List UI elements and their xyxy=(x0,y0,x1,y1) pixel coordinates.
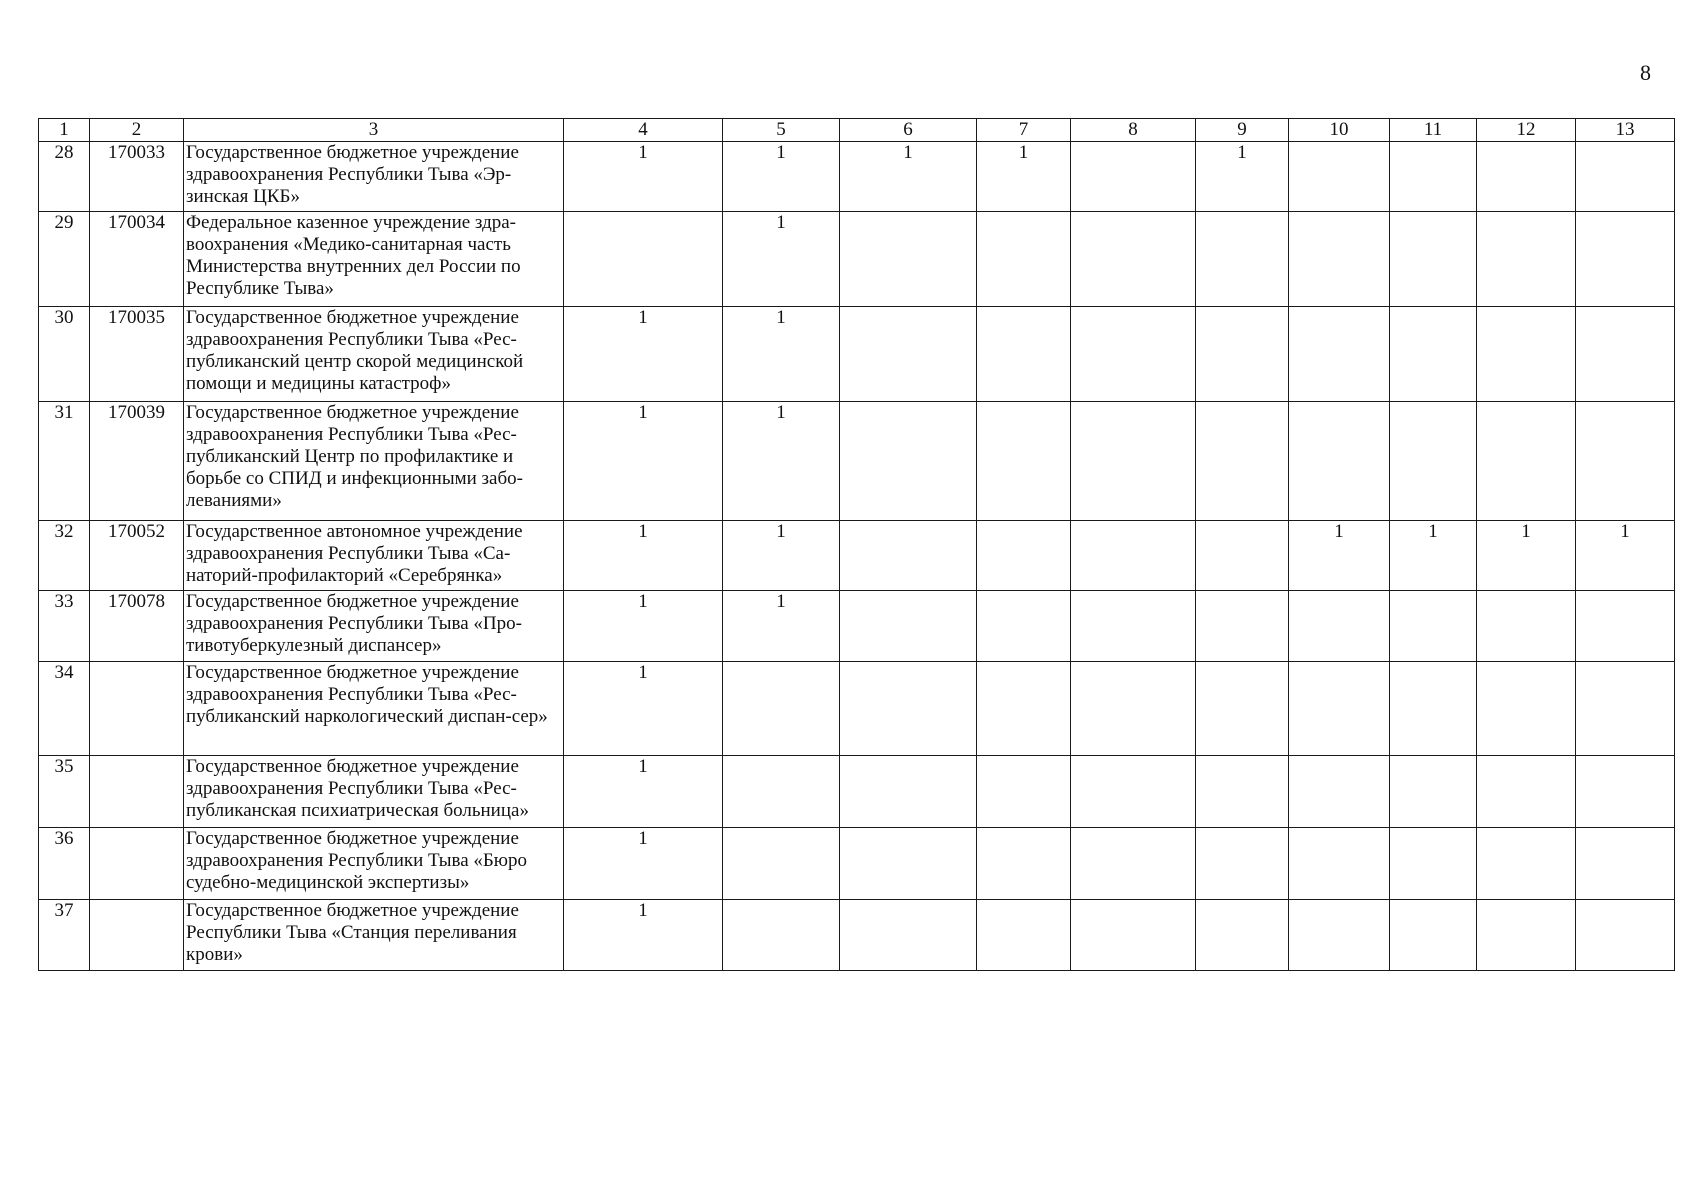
value-cell-col-11 xyxy=(1390,212,1477,307)
value-cell-col-6 xyxy=(840,591,977,662)
org-code-cell: 170033 xyxy=(90,142,184,212)
value-cell-col-10 xyxy=(1289,142,1390,212)
value-cell-col-7 xyxy=(977,212,1071,307)
value-cell-col-5: 1 xyxy=(723,212,840,307)
column-header-1: 1 xyxy=(39,119,90,142)
value-cell-col-5: 1 xyxy=(723,521,840,591)
row-number-cell: 30 xyxy=(39,307,90,402)
value-cell-col-4: 1 xyxy=(564,402,723,521)
table-row xyxy=(39,142,1675,212)
value-cell-col-4: 1 xyxy=(564,591,723,662)
value-cell-col-9: 1 xyxy=(1196,142,1289,212)
value-cell-col-7 xyxy=(977,662,1071,756)
value-cell-col-7: 1 xyxy=(977,142,1071,212)
table-body xyxy=(39,142,1675,971)
value-cell-col-4: 1 xyxy=(564,662,723,756)
value-cell-col-11 xyxy=(1390,828,1477,900)
value-cell-col-7 xyxy=(977,591,1071,662)
page-number: 8 xyxy=(1640,60,1651,85)
value-cell-col-5 xyxy=(723,756,840,828)
value-cell-col-8 xyxy=(1071,662,1196,756)
value-cell-col-6 xyxy=(840,900,977,971)
value-cell-col-9 xyxy=(1196,662,1289,756)
org-name-cell: Государственное автономное учреждение здравоохранения Республики Тыва «Са-наторий-профилакторий «Серебрянка» xyxy=(184,521,564,591)
value-cell-col-5 xyxy=(723,900,840,971)
value-cell-col-11 xyxy=(1390,591,1477,662)
value-cell-col-8 xyxy=(1071,756,1196,828)
row-number-cell: 37 xyxy=(39,900,90,971)
value-cell-col-11 xyxy=(1390,756,1477,828)
value-cell-col-4 xyxy=(564,212,723,307)
value-cell-col-4: 1 xyxy=(564,142,723,212)
value-cell-col-4: 1 xyxy=(564,521,723,591)
row-number-cell: 32 xyxy=(39,521,90,591)
value-cell-col-10 xyxy=(1289,591,1390,662)
value-cell-col-13 xyxy=(1576,142,1675,212)
org-code-cell: 170052 xyxy=(90,521,184,591)
value-cell-col-6 xyxy=(840,212,977,307)
value-cell-col-13 xyxy=(1576,756,1675,828)
org-name-cell: Государственное бюджетное учреждение здравоохранения Республики Тыва «Рес-публиканский наркологический диспан-сер» xyxy=(184,662,564,756)
value-cell-col-12 xyxy=(1477,307,1576,402)
value-cell-col-5: 1 xyxy=(723,402,840,521)
value-cell-col-10 xyxy=(1289,662,1390,756)
value-cell-col-13 xyxy=(1576,402,1675,521)
data-table xyxy=(38,118,1675,971)
org-code-cell: 170035 xyxy=(90,307,184,402)
column-header-9: 9 xyxy=(1196,119,1289,142)
column-header-11: 11 xyxy=(1390,119,1477,142)
row-number-cell: 29 xyxy=(39,212,90,307)
value-cell-col-13: 1 xyxy=(1576,521,1675,591)
value-cell-col-5 xyxy=(723,662,840,756)
value-cell-col-5 xyxy=(723,828,840,900)
value-cell-col-10 xyxy=(1289,828,1390,900)
column-header-6: 6 xyxy=(840,119,977,142)
value-cell-col-10: 1 xyxy=(1289,521,1390,591)
value-cell-col-12: 1 xyxy=(1477,521,1576,591)
value-cell-col-7 xyxy=(977,307,1071,402)
value-cell-col-9 xyxy=(1196,402,1289,521)
column-header-7: 7 xyxy=(977,119,1071,142)
table-row xyxy=(39,662,1675,756)
row-number-cell: 28 xyxy=(39,142,90,212)
value-cell-col-13 xyxy=(1576,662,1675,756)
value-cell-col-6 xyxy=(840,662,977,756)
value-cell-col-6 xyxy=(840,402,977,521)
org-code-cell: 170078 xyxy=(90,591,184,662)
org-name-cell: Государственное бюджетное учреждение здравоохранения Республики Тыва «Рес-публиканский Центр по профилактике и борьбе со СПИД и инфекционными забо-леваниями» xyxy=(184,402,564,521)
org-code-cell xyxy=(90,662,184,756)
table-row xyxy=(39,756,1675,828)
value-cell-col-13 xyxy=(1576,828,1675,900)
column-header-2: 2 xyxy=(90,119,184,142)
value-cell-col-10 xyxy=(1289,900,1390,971)
value-cell-col-4: 1 xyxy=(564,900,723,971)
org-code-cell: 170034 xyxy=(90,212,184,307)
value-cell-col-5: 1 xyxy=(723,307,840,402)
org-name-cell: Государственное бюджетное учреждение здравоохранения Республики Тыва «Рес-публиканская психиатрическая больница» xyxy=(184,756,564,828)
value-cell-col-12 xyxy=(1477,828,1576,900)
value-cell-col-6 xyxy=(840,828,977,900)
column-header-5: 5 xyxy=(723,119,840,142)
value-cell-col-8 xyxy=(1071,828,1196,900)
value-cell-col-12 xyxy=(1477,142,1576,212)
org-name-cell: Государственное бюджетное учреждение здравоохранения Республики Тыва «Про-тивотуберкулезный диспансер» xyxy=(184,591,564,662)
value-cell-col-7 xyxy=(977,402,1071,521)
column-header-12: 12 xyxy=(1477,119,1576,142)
value-cell-col-8 xyxy=(1071,307,1196,402)
value-cell-col-10 xyxy=(1289,756,1390,828)
value-cell-col-12 xyxy=(1477,900,1576,971)
row-number-cell: 34 xyxy=(39,662,90,756)
value-cell-col-6 xyxy=(840,756,977,828)
value-cell-col-13 xyxy=(1576,307,1675,402)
value-cell-col-7 xyxy=(977,521,1071,591)
value-cell-col-10 xyxy=(1289,212,1390,307)
table-row xyxy=(39,591,1675,662)
value-cell-col-13 xyxy=(1576,900,1675,971)
value-cell-col-6 xyxy=(840,307,977,402)
org-code-cell xyxy=(90,756,184,828)
value-cell-col-9 xyxy=(1196,900,1289,971)
table-row xyxy=(39,828,1675,900)
value-cell-col-5: 1 xyxy=(723,142,840,212)
value-cell-col-7 xyxy=(977,900,1071,971)
value-cell-col-9 xyxy=(1196,212,1289,307)
value-cell-col-11 xyxy=(1390,307,1477,402)
value-cell-col-9 xyxy=(1196,756,1289,828)
value-cell-col-6: 1 xyxy=(840,142,977,212)
value-cell-col-7 xyxy=(977,828,1071,900)
table-row xyxy=(39,402,1675,521)
value-cell-col-8 xyxy=(1071,212,1196,307)
org-name-cell: Государственное бюджетное учреждение здравоохранения Республики Тыва «Эр-зинская ЦКБ» xyxy=(184,142,564,212)
value-cell-col-8 xyxy=(1071,402,1196,521)
value-cell-col-11 xyxy=(1390,900,1477,971)
value-cell-col-13 xyxy=(1576,591,1675,662)
value-cell-col-4: 1 xyxy=(564,756,723,828)
org-code-cell xyxy=(90,828,184,900)
value-cell-col-9 xyxy=(1196,521,1289,591)
org-name-cell: Государственное бюджетное учреждение здравоохранения Республики Тыва «Бюро судебно-медицинской экспертизы» xyxy=(184,828,564,900)
value-cell-col-5: 1 xyxy=(723,591,840,662)
column-header-8: 8 xyxy=(1071,119,1196,142)
value-cell-col-9 xyxy=(1196,828,1289,900)
value-cell-col-9 xyxy=(1196,591,1289,662)
value-cell-col-11 xyxy=(1390,142,1477,212)
org-name-cell: Государственное бюджетное учреждение здравоохранения Республики Тыва «Рес-публиканский центр скорой медицинской помощи и медицины катастроф» xyxy=(184,307,564,402)
value-cell-col-8 xyxy=(1071,591,1196,662)
header-row xyxy=(39,119,1675,142)
column-header-4: 4 xyxy=(564,119,723,142)
value-cell-col-8 xyxy=(1071,521,1196,591)
value-cell-col-12 xyxy=(1477,662,1576,756)
value-cell-col-4: 1 xyxy=(564,307,723,402)
table-row xyxy=(39,307,1675,402)
value-cell-col-8 xyxy=(1071,900,1196,971)
column-header-3: 3 xyxy=(184,119,564,142)
value-cell-col-10 xyxy=(1289,402,1390,521)
org-code-cell: 170039 xyxy=(90,402,184,521)
value-cell-col-8 xyxy=(1071,142,1196,212)
table-row xyxy=(39,212,1675,307)
row-number-cell: 31 xyxy=(39,402,90,521)
value-cell-col-11: 1 xyxy=(1390,521,1477,591)
value-cell-col-4: 1 xyxy=(564,828,723,900)
org-code-cell xyxy=(90,900,184,971)
value-cell-col-6 xyxy=(840,521,977,591)
column-header-13: 13 xyxy=(1576,119,1675,142)
row-number-cell: 36 xyxy=(39,828,90,900)
value-cell-col-12 xyxy=(1477,756,1576,828)
value-cell-col-11 xyxy=(1390,662,1477,756)
value-cell-col-11 xyxy=(1390,402,1477,521)
table-row xyxy=(39,900,1675,971)
value-cell-col-9 xyxy=(1196,307,1289,402)
value-cell-col-12 xyxy=(1477,402,1576,521)
value-cell-col-7 xyxy=(977,756,1071,828)
column-header-10: 10 xyxy=(1289,119,1390,142)
value-cell-col-12 xyxy=(1477,212,1576,307)
table-row xyxy=(39,521,1675,591)
org-name-cell: Государственное бюджетное учреждение Республики Тыва «Станция переливания крови» xyxy=(184,900,564,971)
value-cell-col-13 xyxy=(1576,212,1675,307)
value-cell-col-10 xyxy=(1289,307,1390,402)
org-name-cell: Федеральное казенное учреждение здра-воохранения «Медико-санитарная часть Министерства внутренних дел России по Республике Тыва» xyxy=(184,212,564,307)
row-number-cell: 35 xyxy=(39,756,90,828)
value-cell-col-12 xyxy=(1477,591,1576,662)
row-number-cell: 33 xyxy=(39,591,90,662)
